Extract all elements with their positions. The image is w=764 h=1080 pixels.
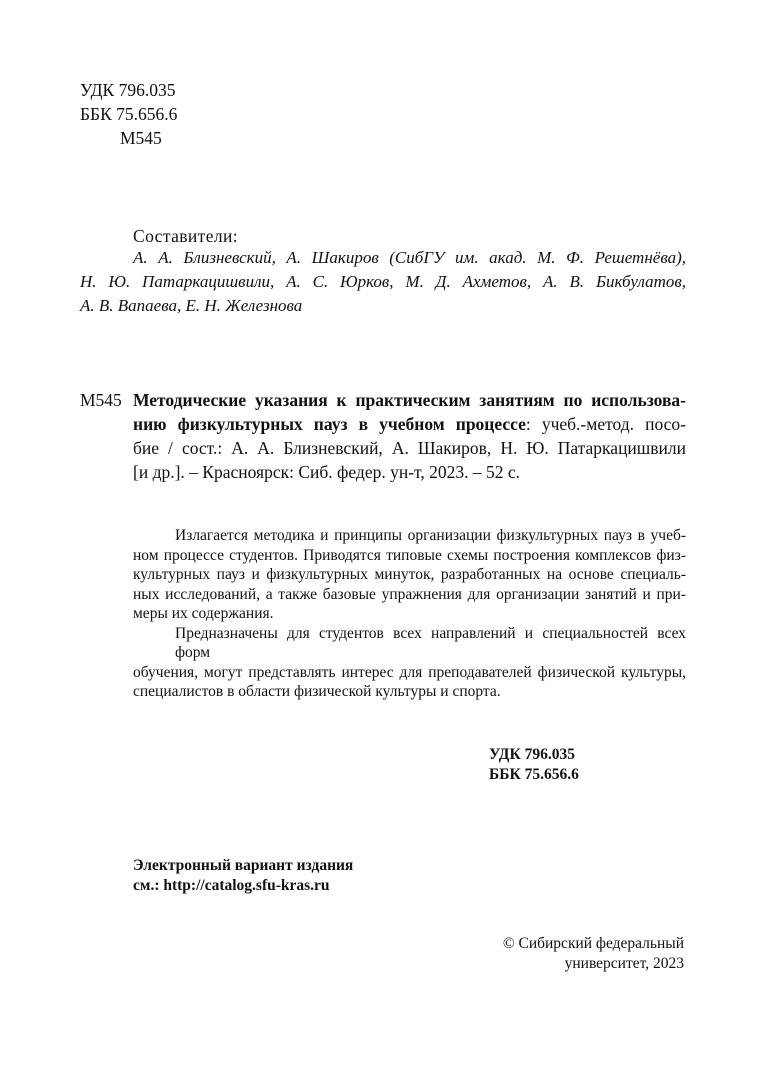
abstract-line: ных исследований, а также базовые упражнения для организации занятий и при- (133, 585, 686, 603)
entry-title-line (133, 412, 686, 436)
abstract (133, 526, 686, 702)
compilers-line: А. В. Вапаева, Е. Н. Железнова (80, 296, 303, 315)
electronic-edition-label: Электронный вариант издания (133, 857, 354, 874)
catalog-link[interactable]: см.: http://catalog.sfu-kras.ru (133, 877, 330, 894)
abstract-line: специалистов в области физической культуры и спорта. (133, 683, 501, 700)
copyright-line: университет, 2023 (564, 955, 684, 972)
compilers-line: А. А. Близневский, А. Шакиров (СибГУ им. акад. М. Ф. Решетнёва), (133, 248, 686, 267)
entry-author-mark: М545 (80, 390, 122, 410)
entry-description-line: [и др.]. – Красноярск: Сиб. федер. ун-т, 2023. – 52 с. (133, 462, 520, 482)
copyright-notice (400, 934, 684, 974)
bbk-code: ББК 75.656.6 (489, 766, 579, 783)
compilers-line: Н. Ю. Патаркацишвили, А. С. Юрков, М. Д. Ахметов, А. В. Бикбулатов, (80, 272, 686, 291)
bibliographic-entry (133, 388, 686, 484)
entry-title-bold: Методические указания к практическим занятиям по использова- (133, 390, 686, 410)
entry-title-line (133, 388, 686, 412)
bbk-code: ББК 75.656.6 (80, 104, 178, 124)
udk-code: УДК 796.035 (489, 746, 575, 763)
header-classification-codes (80, 78, 177, 150)
copyright-line: © Сибирский федеральный (502, 935, 684, 952)
abstract-line: Излагается методика и принципы организации физкультурных пауз в учеб- (175, 527, 686, 544)
author-mark: М545 (120, 128, 162, 148)
abstract-line: культурных пауз и физкультурных минуток, разработанных на основе специаль- (133, 566, 686, 583)
entry-description: : учеб.-метод. посо- (525, 414, 686, 434)
abstract-line: обучения, могут представлять интерес для преподавателей физической культуры, (133, 663, 686, 681)
compilers-list (80, 246, 686, 318)
abstract-line: Предназначены для студентов всех направлений и специальностей всех форм (175, 624, 686, 661)
entry-description-line: бие / сост.: А. А. Близневский, А. Шакиров, Н. Ю. Патаркацишвили (133, 438, 686, 458)
footer-classification-codes (489, 745, 579, 785)
electronic-edition-note (133, 856, 353, 896)
udk-code: УДК 796.035 (80, 80, 176, 100)
entry-title-bold: нию физкультурных пауз в учебном процессе (133, 414, 526, 434)
abstract-line: меры их содержания. (133, 605, 274, 622)
abstract-line: ном процессе студентов. Приводятся типовые схемы построения комплексов физ- (133, 546, 686, 564)
compilers-heading: Составители: (133, 226, 239, 246)
